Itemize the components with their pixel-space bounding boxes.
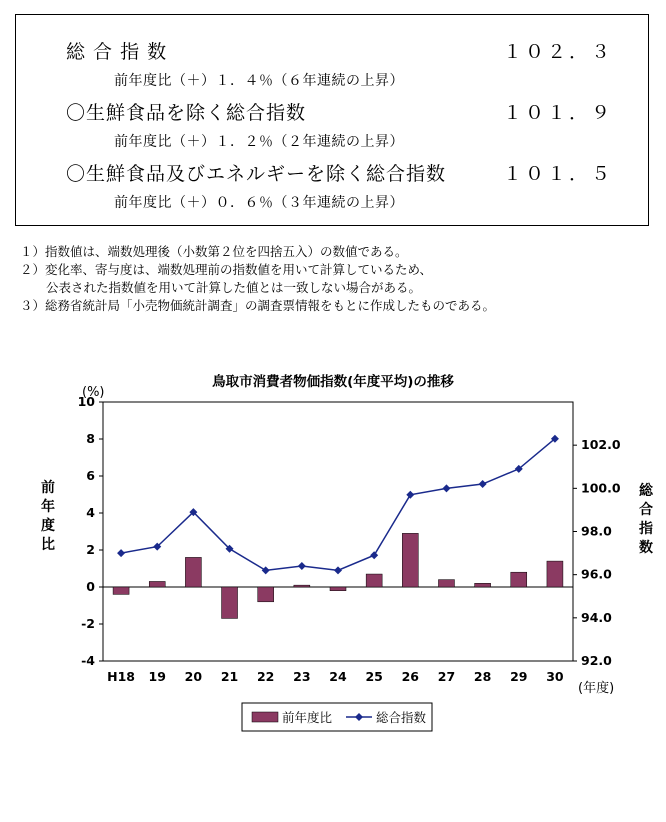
x-tick-label: 21: [220, 669, 239, 684]
bar-20: [185, 557, 201, 587]
x-tick-label: H18: [107, 669, 136, 684]
legend-swatch-bar: [252, 712, 278, 722]
y-left-unit: (%): [82, 385, 105, 400]
x-tick-label: 25: [365, 669, 383, 684]
y-right-tick-label: 100.0: [581, 480, 621, 496]
summary-sub-2: 前年度比（＋）０．６％（３年連続の上昇）: [114, 195, 404, 211]
bar-29: [511, 572, 527, 587]
y-right-axis-label: 指: [639, 521, 653, 537]
y-left-axis-label: 前: [41, 480, 55, 496]
y-right-tick-label: 94.0: [581, 609, 612, 625]
summary-label-0: 総 合 指 数: [66, 41, 168, 63]
notes: [20, 243, 495, 315]
bar-28: [475, 583, 491, 587]
y-left-tick-label: 10: [77, 394, 95, 409]
x-tick-label: 23: [293, 669, 311, 684]
bar-19: [149, 581, 165, 587]
x-tick-label: 22: [256, 669, 275, 684]
note-2-cont: 公表された指数値を用いて計算した値とは一致しない場合がある。: [46, 280, 422, 295]
bar-H18: [113, 587, 129, 594]
summary-value-1: １０１．９: [502, 102, 613, 124]
y-left-axis-label: 年: [41, 499, 55, 515]
summary-sub-0: 前年度比（＋）１．４％（６年連続の上昇）: [114, 73, 404, 89]
y-left-axis-label: 比: [41, 537, 55, 553]
note-1: １）指数値は、端数処理後（小数第２位を四捨五入）の数値である。: [20, 244, 408, 259]
y-right-tick-label: 102.0: [581, 437, 621, 453]
y-left-tick-label: 4: [86, 505, 95, 520]
x-tick-label: 28: [473, 669, 492, 684]
x-tick-label: 20: [184, 669, 203, 684]
cpi-chart: [0, 362, 666, 822]
x-unit: (年度): [578, 681, 615, 696]
bar-23: [294, 585, 310, 587]
y-right-tick-label: 96.0: [581, 566, 612, 582]
summary-value-0: １０２．３: [502, 41, 613, 63]
y-left-tick-label: -4: [81, 653, 95, 668]
bar-22: [258, 587, 274, 602]
summary-box: [15, 14, 649, 226]
legend-label-line: 総合指数: [376, 710, 427, 725]
note-3: ３）総務省統計局「小売物価統計調査」の調査票情報をもとに作成したものである。: [20, 298, 496, 313]
y-left-tick-label: 2: [86, 542, 95, 557]
note-2: ２）変化率、寄与度は、端数処理前の指数値を用いて計算しているため、: [20, 262, 433, 277]
bar-27: [438, 580, 454, 587]
x-tick-label: 30: [546, 669, 564, 684]
bar-21: [222, 587, 238, 618]
y-left-tick-label: 6: [86, 468, 95, 483]
x-tick-label: 26: [401, 669, 420, 684]
bar-25: [366, 574, 382, 587]
x-tick-label: 19: [148, 669, 166, 684]
bar-26: [402, 533, 418, 587]
x-tick-label: 29: [510, 669, 528, 684]
summary-sub-1: 前年度比（＋）１．２％（２年連続の上昇）: [114, 134, 404, 150]
y-left-tick-label: -2: [81, 616, 95, 631]
y-right-tick-label: 92.0: [581, 653, 612, 668]
chart-title: 鳥取市消費者物価指数(年度平均)の推移: [212, 374, 454, 390]
summary-value-2: １０１．５: [502, 163, 613, 185]
y-left-tick-label: 0: [86, 579, 95, 594]
summary-label-1: 〇生鮮食品を除く総合指数: [66, 102, 307, 124]
x-tick-label: 24: [329, 669, 347, 684]
bar-30: [547, 561, 563, 587]
x-tick-label: 27: [437, 669, 456, 684]
summary-label-2: 〇生鮮食品及びエネルギーを除く総合指数: [66, 163, 447, 185]
y-right-axis-label: 合: [639, 502, 653, 518]
y-left-axis-label: 度: [41, 518, 55, 534]
y-right-axis-label: 数: [639, 540, 653, 556]
y-right-axis-label: 総: [639, 483, 653, 499]
bar-24: [330, 587, 346, 591]
legend-label-bar: 前年度比: [282, 710, 333, 725]
y-left-tick-label: 8: [86, 431, 95, 446]
y-right-tick-label: 98.0: [581, 523, 612, 539]
legend: [242, 703, 432, 731]
